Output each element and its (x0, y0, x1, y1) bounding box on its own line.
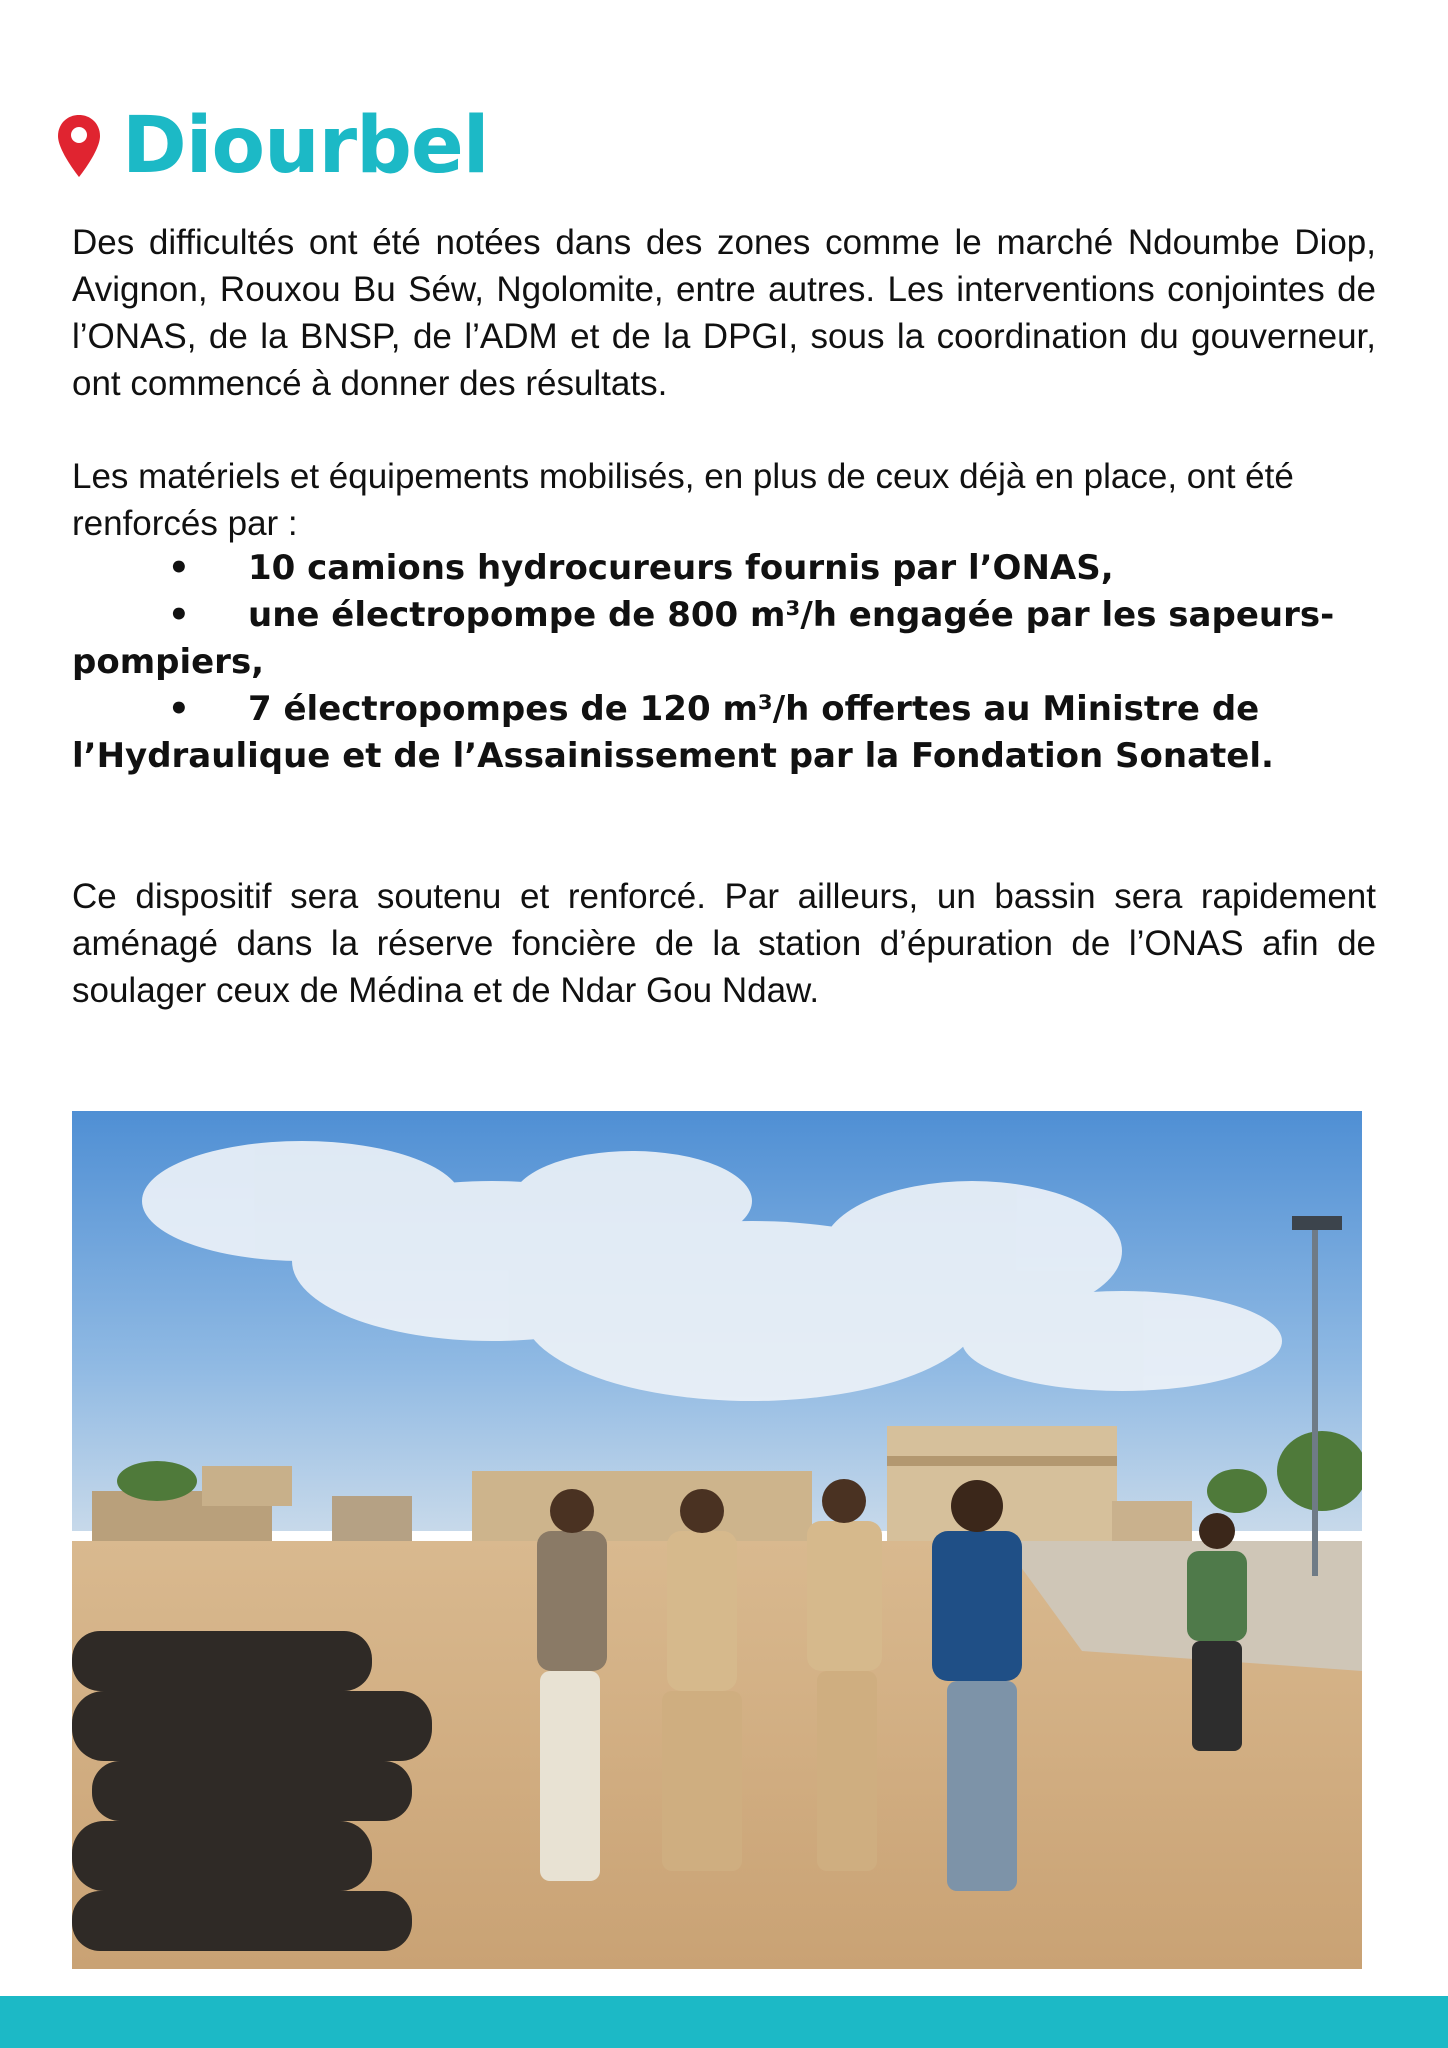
closing-paragraph: Ce dispositif sera soutenu et renforcé. Par ailleurs, un bassin sera rapidement aménagé dans la réserve foncière de la station d’épuration de l’ONAS afin de soulager ceux de Médina et de Ndar Gou Ndaw. (72, 877, 1376, 1010)
equipment-intro-paragraph: Les matériels et équipements mobilisés, en plus de ceux déjà en place, ont été renforcés par : (72, 457, 1294, 543)
bullet-symbol: • (168, 689, 190, 729)
pin-shape (58, 115, 100, 177)
section-heading (56, 100, 489, 192)
list-item (72, 545, 1376, 592)
list-item (72, 686, 1376, 780)
list-item-text: une électropompe de 800 m³/h engagée par les sapeurs-pompiers, (72, 595, 1335, 682)
list-item-text: 7 électropompes de 120 m³/h offertes au Ministre de l’Hydraulique et de l’Assainissement par la Fondation Sonatel. (72, 689, 1274, 776)
page-title: Diourbel (122, 101, 489, 191)
bullet-symbol: • (168, 548, 190, 588)
street-lamp-head (1292, 1216, 1342, 1230)
list-item (72, 592, 1376, 686)
equipment-list (72, 545, 1376, 780)
intro-paragraph: Des difficultés ont été notées dans des zones comme le marché Ndoumbe Diop, Avignon, Rouxou Bu Séw, Ngolomite, entre autres. Les interventions conjointes de l’ONAS, de la BNSP, de l’ADM et de la DPGI, sous la coordination du gouverneur, ont commencé à donner des résultats. (72, 223, 1376, 403)
pin-hole (71, 127, 87, 143)
list-item-text: 10 camions hydrocureurs fournis par l’ONAS, (248, 548, 1114, 588)
street-lamp-pole (1312, 1221, 1318, 1576)
location-pin-icon (56, 113, 102, 179)
bullet-symbol: • (168, 595, 190, 635)
site-visit-photo (72, 1111, 1362, 1969)
footer-accent-band (0, 1996, 1448, 2048)
